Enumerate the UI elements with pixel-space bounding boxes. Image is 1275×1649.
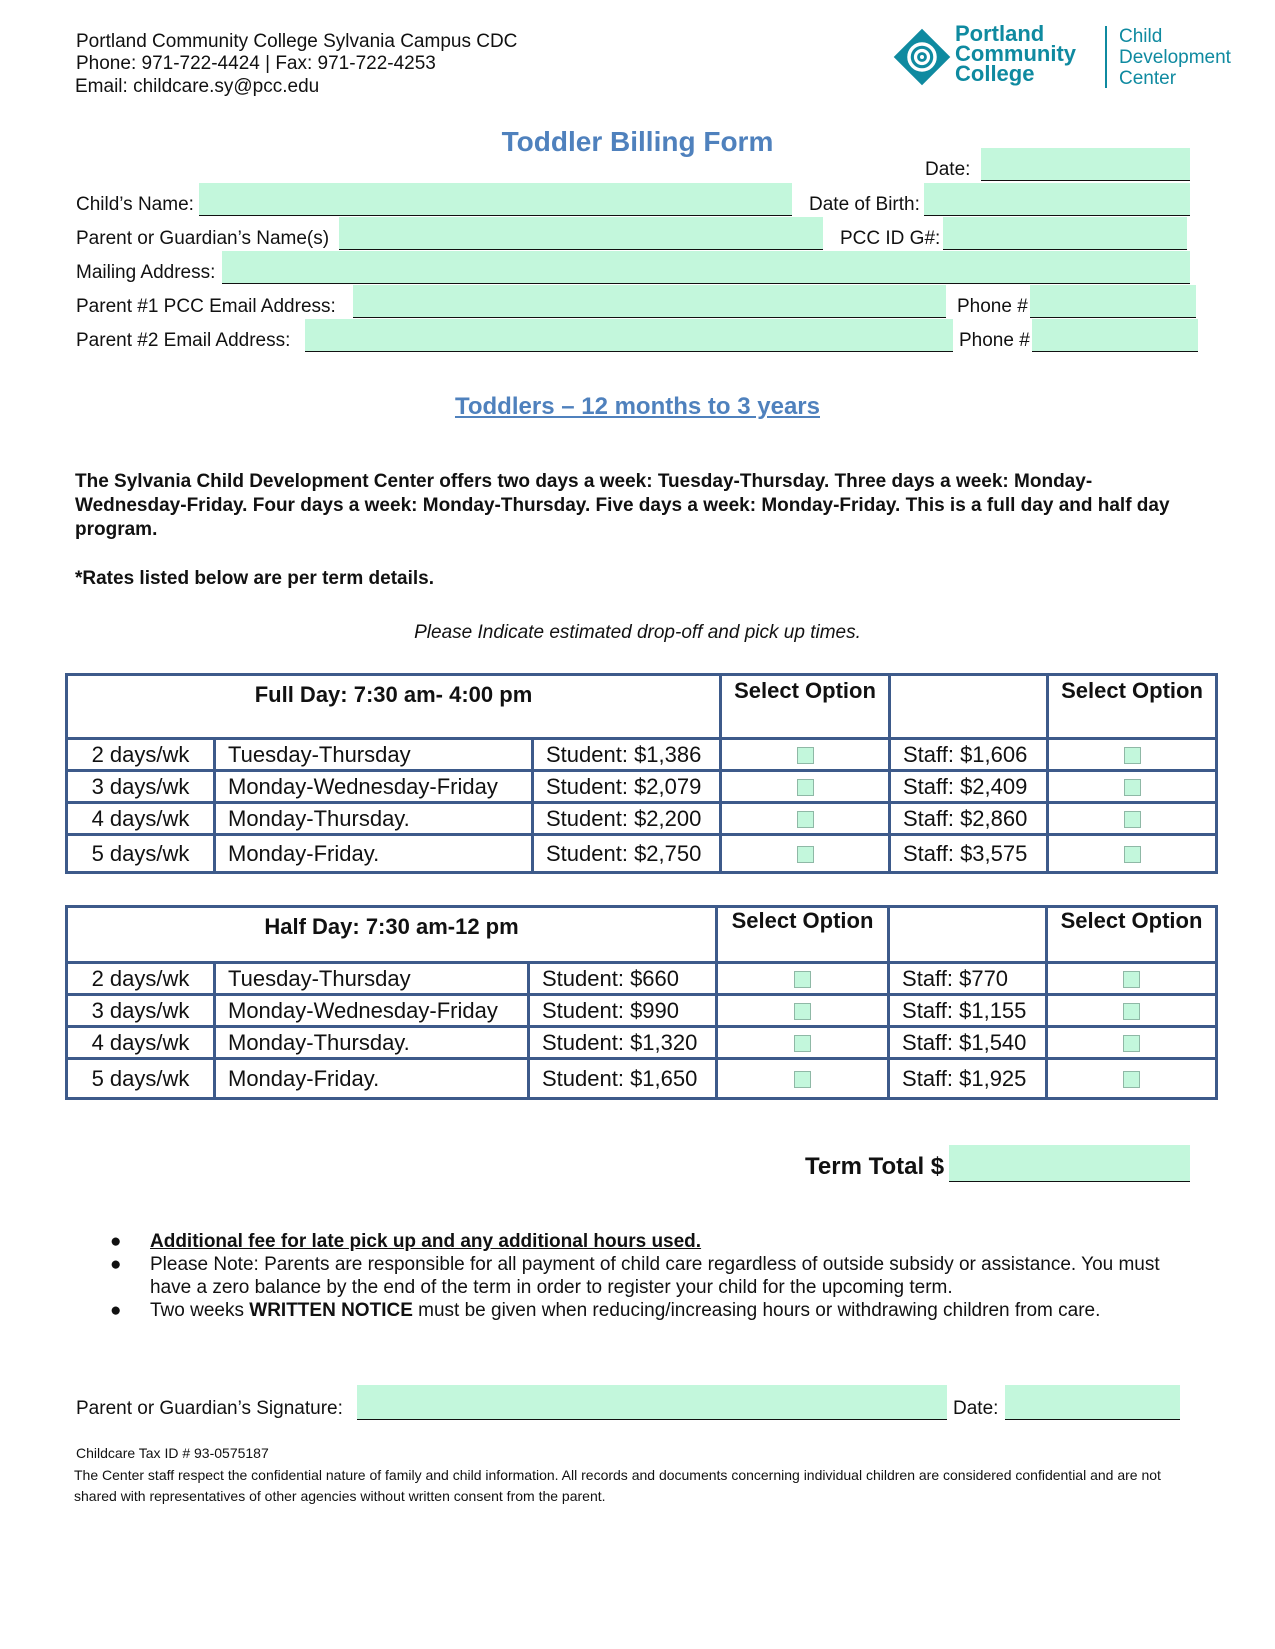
section-subtitle: Toddlers – 12 months to 3 years xyxy=(454,393,820,420)
student-rate-cell: Student: $990 xyxy=(529,995,717,1027)
student-option-checkbox[interactable] xyxy=(797,779,814,796)
student-rate-cell: Student: $1,320 xyxy=(529,1027,717,1059)
list-item: ● Two weeks WRITTEN NOTICE must be given when reducing/increasing hours or withdrawing children from care. xyxy=(110,1300,1101,1321)
schedule-cell: Tuesday-Thursday xyxy=(215,963,529,995)
logo-college-name: Portland Community College xyxy=(955,21,1076,86)
student-select-cell xyxy=(717,1059,889,1099)
phone2-field[interactable] xyxy=(1032,319,1198,352)
days-cell: 4 days/wk xyxy=(67,803,215,835)
table-row xyxy=(67,995,1217,1027)
table-row xyxy=(67,803,1217,835)
student-option-checkbox[interactable] xyxy=(797,811,814,828)
table-row xyxy=(67,1027,1217,1059)
bullet-icon: ● xyxy=(110,1300,122,1321)
staff-option-checkbox[interactable] xyxy=(1123,1003,1140,1020)
notes-list xyxy=(110,1230,1200,1322)
staff-option-checkbox[interactable] xyxy=(1124,846,1141,863)
child-name-label: Child’s Name: xyxy=(76,194,194,215)
pcc-cdc-logo xyxy=(893,22,1253,92)
mailing-address-field[interactable] xyxy=(222,251,1190,284)
schedule-cell: Tuesday-Thursday xyxy=(215,739,533,771)
staff-option-checkbox[interactable] xyxy=(1124,747,1141,764)
confidentiality-note: The Center staff respect the confidential nature of family and child information. All records and documents concerning individual children are considered confidential and are not shared with representatives of other agencies without written consent from the parent. xyxy=(74,1467,1161,1504)
list-item: ● Additional fee for late pick up and any additional hours used. xyxy=(110,1231,702,1252)
days-cell: 3 days/wk xyxy=(67,771,215,803)
rates-note: *Rates listed below are per term details. xyxy=(75,568,435,589)
schedule-cell: Monday-Wednesday-Friday xyxy=(215,995,529,1027)
phone-fax: Phone: 971-722-4424 | Fax: 971-722-4253 xyxy=(76,53,436,74)
date-label: Date: xyxy=(925,159,971,180)
staff-rate-cell: Staff: $770 xyxy=(889,963,1047,995)
student-select-cell xyxy=(717,995,889,1027)
phone2-label: Phone # xyxy=(959,330,1030,351)
bullet-icon: ● xyxy=(110,1254,122,1275)
student-select-cell xyxy=(721,803,890,835)
full-day-header: Full Day: 7:30 am- 4:00 pm xyxy=(67,675,721,739)
student-option-checkbox[interactable] xyxy=(794,971,811,988)
tax-id: Childcare Tax ID # 93-0575187 xyxy=(76,1445,269,1461)
staff-rate-cell: Staff: $1,606 xyxy=(890,739,1048,771)
select-option-header: Select Option xyxy=(1047,907,1217,963)
staff-select-cell xyxy=(1048,771,1217,803)
staff-rate-cell: Staff: $2,409 xyxy=(890,771,1048,803)
staff-rate-cell: Staff: $1,155 xyxy=(889,995,1047,1027)
student-select-cell xyxy=(721,739,890,771)
days-cell: 5 days/wk xyxy=(67,1059,215,1099)
phone1-label: Phone # xyxy=(957,296,1028,317)
select-option-header: Select Option xyxy=(1048,675,1217,739)
parent1-email-field[interactable] xyxy=(353,285,946,318)
empty-header-cell xyxy=(890,675,1048,739)
student-select-cell xyxy=(717,1027,889,1059)
org-name: Portland Community College Sylvania Campus CDC xyxy=(76,31,518,52)
staff-select-cell xyxy=(1047,1027,1217,1059)
schedule-cell: Monday-Wednesday-Friday xyxy=(215,771,533,803)
child-name-field[interactable] xyxy=(199,183,792,216)
logo-cdc-name: Child Development Center xyxy=(1119,26,1231,89)
staff-option-checkbox[interactable] xyxy=(1124,811,1141,828)
table-row xyxy=(67,835,1217,873)
staff-option-checkbox[interactable] xyxy=(1123,1071,1140,1088)
staff-select-cell xyxy=(1048,803,1217,835)
days-cell: 3 days/wk xyxy=(67,995,215,1027)
term-total-field[interactable] xyxy=(949,1145,1190,1182)
staff-option-checkbox[interactable] xyxy=(1123,1035,1140,1052)
staff-select-cell xyxy=(1047,1059,1217,1099)
student-select-cell xyxy=(721,771,890,803)
staff-select-cell xyxy=(1048,739,1217,771)
table-header-row xyxy=(67,907,1217,963)
days-cell: 2 days/wk xyxy=(67,963,215,995)
dob-label: Date of Birth: xyxy=(809,194,920,215)
student-rate-cell: Student: $2,200 xyxy=(533,803,721,835)
bullet-icon: ● xyxy=(110,1231,122,1252)
student-option-checkbox[interactable] xyxy=(794,1035,811,1052)
days-cell: 5 days/wk xyxy=(67,835,215,873)
guardian-name-field[interactable] xyxy=(339,217,823,250)
student-rate-cell: Student: $660 xyxy=(529,963,717,995)
full-day-rates-table xyxy=(65,673,1218,874)
table-row xyxy=(67,739,1217,771)
pcc-id-field[interactable] xyxy=(943,217,1187,250)
pcc-spiral-icon xyxy=(893,28,951,86)
select-option-header: Select Option xyxy=(717,907,889,963)
parent2-email-field[interactable] xyxy=(305,319,953,352)
student-rate-cell: Student: $1,650 xyxy=(529,1059,717,1099)
table-row xyxy=(67,963,1217,995)
logo-divider xyxy=(1105,26,1107,88)
term-total-label: Term Total $ xyxy=(805,1153,945,1180)
select-option-header: Select Option xyxy=(721,675,890,739)
times-note: Please Indicate estimated drop-off and pick up times. xyxy=(414,622,861,643)
program-description: The Sylvania Child Development Center offers two days a week: Tuesday-Thursday. Three days a week: Monday-Wednesday-Friday. Four days a week: Monday-Thursday. Five days a week: Monday-Friday. This is a full day and half day program. xyxy=(75,471,1170,540)
staff-select-cell xyxy=(1048,835,1217,873)
signature-field[interactable] xyxy=(357,1385,947,1420)
parent2-email-label: Parent #2 Email Address: xyxy=(76,330,291,351)
schedule-cell: Monday-Friday. xyxy=(215,835,533,873)
table-row xyxy=(67,771,1217,803)
mailing-address-label: Mailing Address: xyxy=(76,262,216,283)
student-rate-cell: Student: $2,750 xyxy=(533,835,721,873)
pcc-id-label: PCC ID G#: xyxy=(840,228,941,249)
email-line: Email: childcare.sy@pcc.edu xyxy=(75,76,320,97)
student-option-checkbox[interactable] xyxy=(797,747,814,764)
student-select-cell xyxy=(721,835,890,873)
guardian-name-label: Parent or Guardian’s Name(s) xyxy=(76,228,330,249)
parent1-email-label: Parent #1 PCC Email Address: xyxy=(76,296,336,317)
table-header-row xyxy=(67,675,1217,739)
schedule-cell: Monday-Thursday. xyxy=(215,803,533,835)
student-option-checkbox[interactable] xyxy=(794,1071,811,1088)
staff-select-cell xyxy=(1047,995,1217,1027)
signature-date-label: Date: xyxy=(953,1398,999,1419)
signature-date-field[interactable] xyxy=(1005,1385,1180,1420)
dob-field[interactable] xyxy=(924,183,1190,216)
staff-option-checkbox[interactable] xyxy=(1123,971,1140,988)
staff-select-cell xyxy=(1047,963,1217,995)
half-day-rates-table xyxy=(65,905,1218,1100)
form-title: Toddler Billing Form xyxy=(501,126,774,157)
staff-rate-cell: Staff: $2,860 xyxy=(890,803,1048,835)
staff-rate-cell: Staff: $1,925 xyxy=(889,1059,1047,1099)
staff-option-checkbox[interactable] xyxy=(1124,779,1141,796)
table-row xyxy=(67,1059,1217,1099)
days-cell: 4 days/wk xyxy=(67,1027,215,1059)
phone1-field[interactable] xyxy=(1030,285,1196,318)
list-item: ● Please Note: Parents are responsible for all payment of child care regardless of outside subsidy or assistance. You must have a zero balance by the end of the term in order to register your child for the upcoming term. xyxy=(110,1254,1160,1298)
empty-header-cell xyxy=(889,907,1047,963)
student-rate-cell: Student: $2,079 xyxy=(533,771,721,803)
days-cell: 2 days/wk xyxy=(67,739,215,771)
date-field[interactable] xyxy=(981,148,1190,181)
staff-rate-cell: Staff: $1,540 xyxy=(889,1027,1047,1059)
signature-label: Parent or Guardian’s Signature: xyxy=(76,1398,343,1419)
student-select-cell xyxy=(717,963,889,995)
staff-rate-cell: Staff: $3,575 xyxy=(890,835,1048,873)
half-day-header: Half Day: 7:30 am-12 pm xyxy=(67,907,717,963)
student-option-checkbox[interactable] xyxy=(794,1003,811,1020)
student-option-checkbox[interactable] xyxy=(797,846,814,863)
student-rate-cell: Student: $1,386 xyxy=(533,739,721,771)
schedule-cell: Monday-Thursday. xyxy=(215,1027,529,1059)
schedule-cell: Monday-Friday. xyxy=(215,1059,529,1099)
